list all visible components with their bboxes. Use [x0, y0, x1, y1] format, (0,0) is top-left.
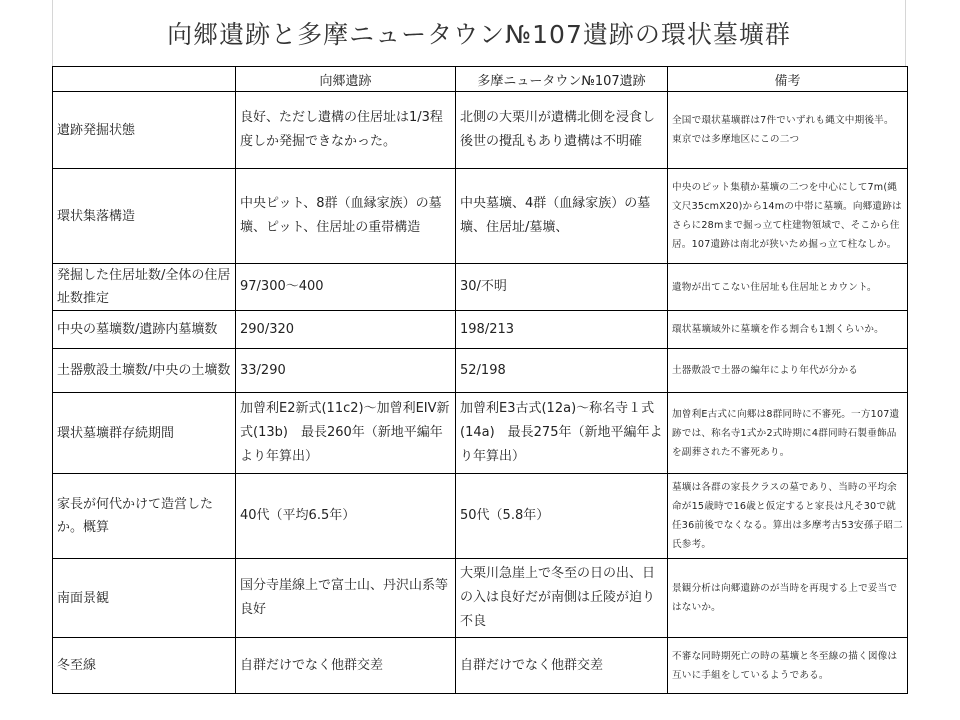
- tama-cell: 198/213: [456, 311, 668, 349]
- tama-cell: 北側の大栗川が遺構北側を浸食し後世の攪乱もあり遺構は不明確: [456, 92, 668, 169]
- header-tama: 多摩ニュータウン№107遺跡: [456, 67, 668, 92]
- mukaigo-cell: 97/300～400: [236, 264, 456, 311]
- row-label: 発掘した住居址数/全体の住居址数推定: [53, 264, 236, 311]
- mukaigo-cell: 自群だけでなく他群交差: [236, 638, 456, 694]
- table-row: [53, 349, 908, 393]
- table-row: [53, 311, 908, 349]
- header-row: [53, 67, 908, 92]
- note-cell: 中央のピット集積か墓壙の二つを中心にして7m(縄文尺35cmX20)から14mの中帯に墓壙。向郷遺跡はさらに28mまで掘っ立て柱建物領域で、そこから住居。107遺跡は南北が狭いため掘っ立て柱なしか。: [668, 169, 908, 264]
- mukaigo-cell: 加曾利E2新式(11c2)～加曾利EIV新式(13b) 最長260年（新地平編年より年算出）: [236, 393, 456, 474]
- comparison-table: [52, 66, 908, 694]
- mukaigo-cell: 良好、ただし遺構の住居址は1/3程度しか発掘できなかった。: [236, 92, 456, 169]
- table-row: [53, 474, 908, 559]
- table-row: [53, 264, 908, 311]
- row-label: 環状墓壙群存続期間: [53, 393, 236, 474]
- header-mukaigo: 向郷遺跡: [236, 67, 456, 92]
- row-label: 家長が何代かけて造営したか。概算: [53, 474, 236, 559]
- tama-cell: 加曾利E3古式(12a)～称名寺１式(14a) 最長275年（新地平編年より年算出）: [456, 393, 668, 474]
- row-label: 中央の墓壙数/遺跡内墓壙数: [53, 311, 236, 349]
- note-cell: 景観分析は向郷遺跡のが当時を再現する上で妥当ではないか。: [668, 559, 908, 638]
- tama-cell: 大栗川急崖上で冬至の日の出、日の入は良好だが南側は丘陵が迫り不良: [456, 559, 668, 638]
- mukaigo-cell: 中央ピット、8群（血縁家族）の墓壙、ピット、住居址の重帯構造: [236, 169, 456, 264]
- mukaigo-cell: 33/290: [236, 349, 456, 393]
- table-row: [53, 559, 908, 638]
- note-cell: 土器敷設で土器の編年により年代が分かる: [668, 349, 908, 393]
- tama-cell: 自群だけでなく他群交差: [456, 638, 668, 694]
- tama-cell: 52/198: [456, 349, 668, 393]
- header-empty: [53, 67, 236, 92]
- row-label: 土器敷設土壙数/中央の土壙数: [53, 349, 236, 393]
- note-cell: 全国で環状墓壙群は7件でいずれも縄文中期後半。東京では多摩地区にこの二つ: [668, 92, 908, 169]
- table-row: [53, 169, 908, 264]
- note-cell: 遺物が出てこない住居址も住居址とカウント。: [668, 264, 908, 311]
- page-title: 向郷遺跡と多摩ニュータウン№107遺跡の環状墓壙群: [167, 20, 791, 49]
- row-label: 遺跡発掘状態: [53, 92, 236, 169]
- header-note: 備考: [668, 67, 908, 92]
- row-label: 環状集落構造: [53, 169, 236, 264]
- note-cell: 不審な同時期死亡の時の墓壙と冬至線の描く図像は互いに手組をしているようである。: [668, 638, 908, 694]
- table-row: [53, 393, 908, 474]
- row-label: 南面景観: [53, 559, 236, 638]
- title-box: [52, 0, 906, 66]
- table-row: [53, 92, 908, 169]
- tama-cell: 中央墓壙、4群（血縁家族）の墓壙、住居址/墓壙、: [456, 169, 668, 264]
- mukaigo-cell: 40代（平均6.5年）: [236, 474, 456, 559]
- note-cell: 墓壙は各群の家長クラスの墓であり、当時の平均余命が15歳時で16歳と仮定すると家長は凡そ30で就任36前後でなくなる。算出は多摩考古53安孫子昭二氏参考。: [668, 474, 908, 559]
- table-row: [53, 638, 908, 694]
- mukaigo-cell: 国分寺崖線上で富士山、丹沢山系等良好: [236, 559, 456, 638]
- tama-cell: 30/不明: [456, 264, 668, 311]
- tama-cell: 50代（5.8年）: [456, 474, 668, 559]
- row-label: 冬至線: [53, 638, 236, 694]
- note-cell: 加曾利E古式に向郷は8群同時に不審死。一方107遺跡では、称名寺1式か2式時期に4群同時石製垂飾品を副葬された不審死あり。: [668, 393, 908, 474]
- note-cell: 環状墓壙域外に墓壙を作る割合も1割くらいか。: [668, 311, 908, 349]
- mukaigo-cell: 290/320: [236, 311, 456, 349]
